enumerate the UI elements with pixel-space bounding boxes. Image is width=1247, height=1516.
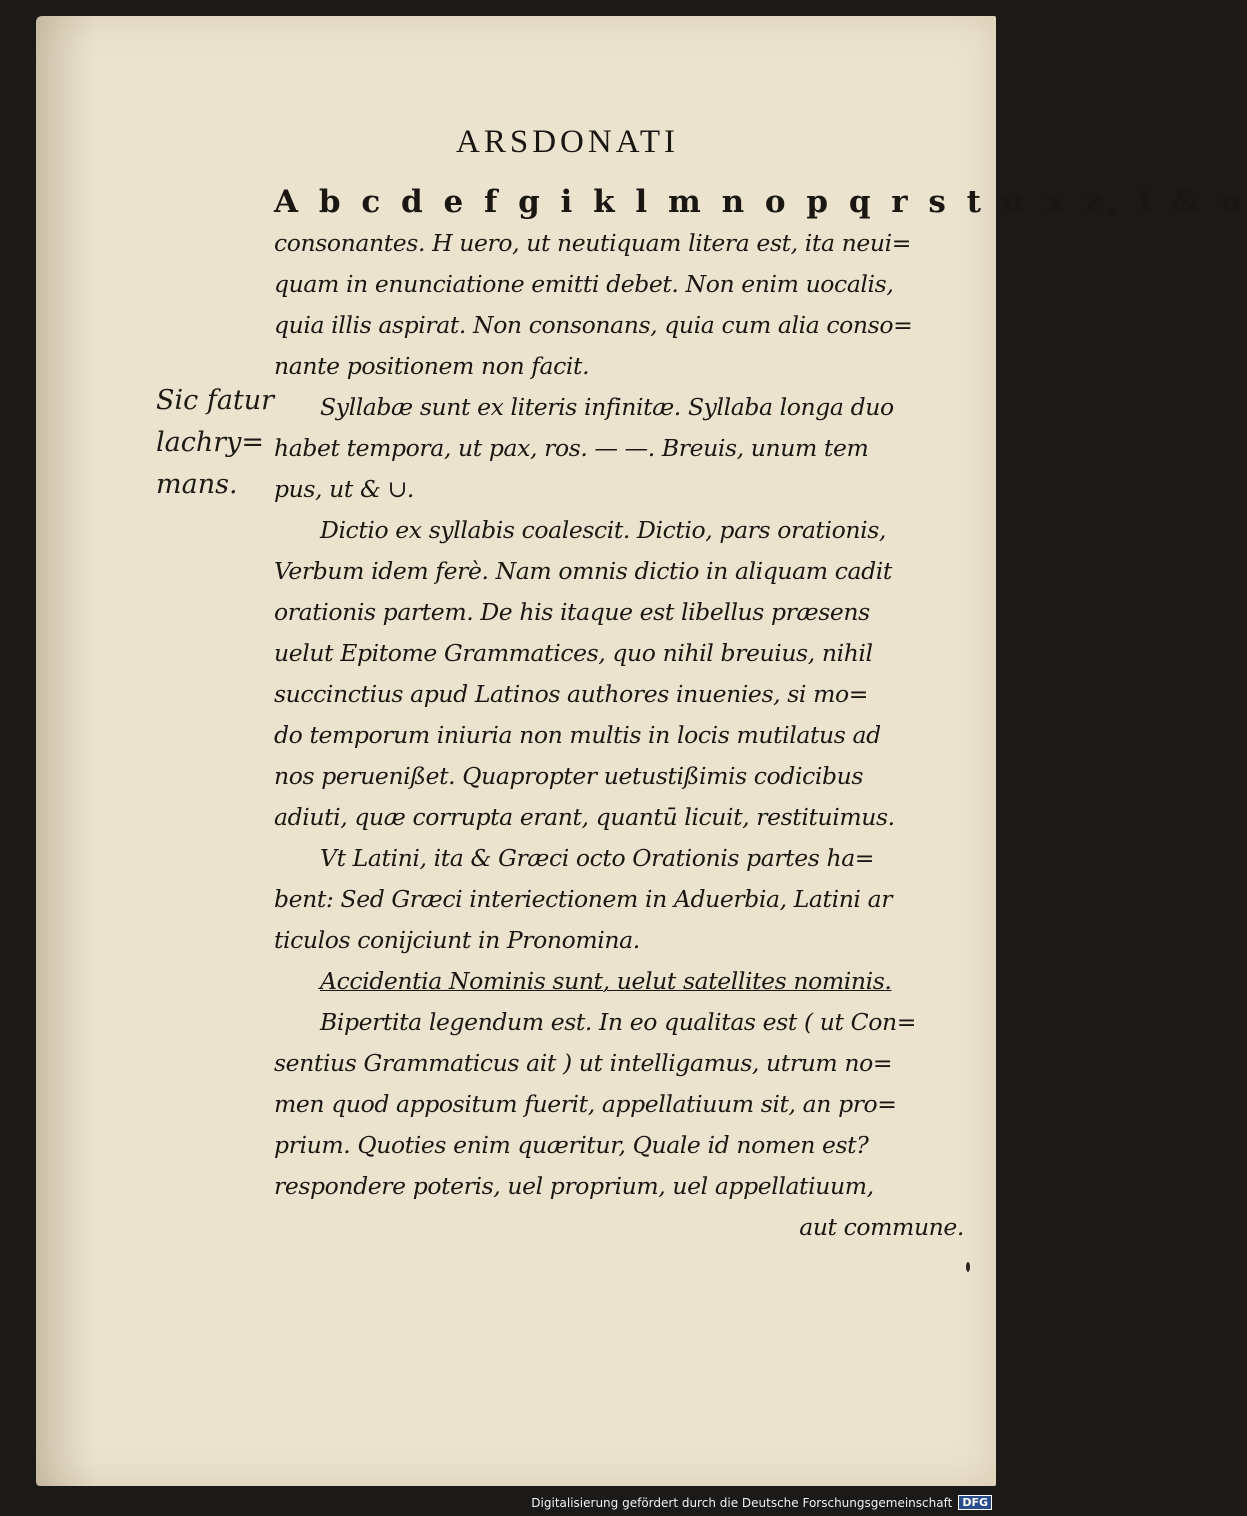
footer-text: Digitalisierung gefördert durch die Deutsche Forschungsgemeinschaft [531, 1495, 953, 1510]
text-line-underlined [274, 961, 964, 1002]
alphabet-line: A b c d e f g i k l m n o p q r s t u x z, i & u [274, 184, 1247, 220]
ink-speck [966, 1262, 970, 1272]
marginal-note [156, 380, 276, 506]
text-line: Syllabæ sunt ex literis infinitæ. Syllaba longa duo [320, 393, 894, 421]
text-line: men quod appositum fuerit, appellatiuum sit, an pro= [274, 1090, 897, 1118]
text-line: sentius Grammaticus ait ) ut intelligamus, utrum no= [274, 1049, 893, 1077]
text-line: Vt Latini, ita & Græci octo Orationis partes ha= [320, 844, 875, 872]
marginal-note-line: Sic fatur [156, 385, 275, 416]
text-line: quam in enunciatione emitti debet. Non enim uocalis, [274, 270, 894, 298]
text-line: respondere poteris, uel proprium, uel appellatiuum, [274, 1172, 874, 1200]
digitization-footer [531, 1495, 992, 1510]
text-line: quia illis aspirat. Non consonans, quia cum alia conso= [274, 311, 913, 339]
marginal-note-line: mans. [156, 469, 238, 500]
text-line: do temporum iniuria non multis in locis mutilatus ad [274, 721, 881, 749]
text-line: Bipertita legendum est. In eo qualitas est ( ut Con= [320, 1008, 916, 1036]
book-page [36, 16, 1247, 1486]
text-line: pus, ut & ∪. [274, 475, 414, 503]
body-text [274, 182, 1247, 1248]
text-line: adiuti, quæ corrupta erant, quantū licuit, restituimus. [274, 803, 895, 831]
running-head: ARSDONATI [456, 124, 680, 160]
text-line: nos peruenißet. Quapropter uetustißimis codicibus [274, 762, 863, 790]
page-gutter-shadow [36, 16, 96, 1486]
text-line: nante positionem non facit. [274, 352, 590, 380]
text-line: succinctius apud Latinos authores inuenies, si mo= [274, 680, 869, 708]
text-line-catchword: aut commune. [799, 1213, 964, 1241]
text-line: ticulos conijciunt in Pronomina. [274, 926, 640, 954]
underlined-text: Accidentia Nominis sunt, uelut satellites nominis. [320, 967, 892, 995]
text-line: uelut Epitome Grammatices, quo nihil breuius, nihil [274, 639, 873, 667]
marginal-note-line: lachry= [156, 427, 265, 458]
text-line: Verbum idem ferè. Nam omnis dictio in aliquam cadit [274, 557, 892, 585]
text-line: Dictio ex syllabis coalescit. Dictio, pars orationis, [320, 516, 886, 544]
text-line: prium. Quoties enim quæritur, Quale id nomen est? [274, 1131, 869, 1159]
text-line: habet tempora, ut pax, ros. — —. Breuis, unum tem [274, 434, 869, 462]
text-line: orationis partem. De his itaque est libellus præsens [274, 598, 870, 626]
text-line: bent: Sed Græci interiectionem in Aduerbia, Latini ar [274, 885, 893, 913]
dfg-logo-icon: DFG [958, 1495, 992, 1510]
text-line: consonantes. H uero, ut neutiquam litera est, ita neui= [274, 229, 912, 257]
